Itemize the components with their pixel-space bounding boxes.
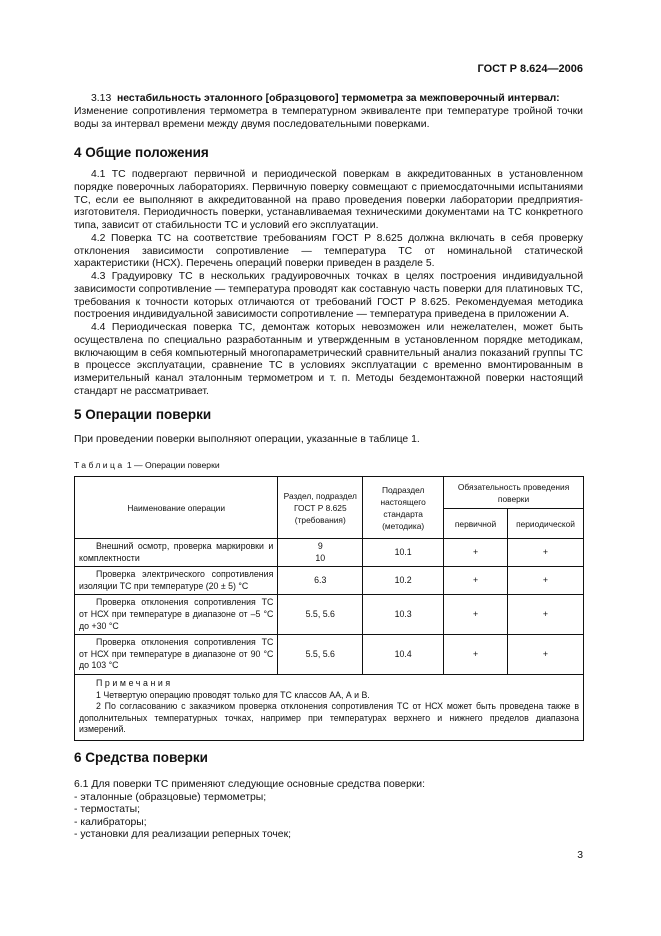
section-5-intro: При проведении поверки выполняют операции, указанные в таблице 1. <box>74 434 420 445</box>
list-item: - эталонные (образцовые) термометры; <box>74 791 267 803</box>
section-4-heading: 4 Общие положения <box>74 145 209 160</box>
table-caption-title: 1 — Операции поверки <box>124 460 220 470</box>
table-caption-label: Таблица <box>74 460 125 470</box>
definition-3-13 <box>74 93 583 131</box>
page-number: 3 <box>577 850 583 861</box>
header-mandatory: Обязательность проведения поверки <box>444 477 584 509</box>
table-notes-row <box>75 674 584 740</box>
list-item: - термостаты; <box>74 804 140 816</box>
cell-periodic: + <box>508 595 584 635</box>
section-6-heading: 6 Средства поверки <box>74 750 208 765</box>
cell-gost: 6.3 <box>278 567 363 595</box>
header-gost-section: Раздел, подраздел ГОСТ Р 8.625 (требования) <box>278 477 363 539</box>
cell-primary: + <box>444 635 508 675</box>
note-1: 1 Четвертую операцию проводят только для ТС классов АА, А и В. <box>96 689 370 700</box>
list-item: - установки для реализации реперных точек; <box>74 829 291 841</box>
table-row <box>75 567 584 595</box>
cell-operation: Внешний осмотр, проверка маркировки и комплектности <box>75 539 278 567</box>
paragraph-4-4: 4.4 Периодическая поверка ТС, демонтаж которых невозможен или нежелателен, может быть осуществлена по специально разработанным и утвержденным в установленном порядке методикам, включающим в себя компьютерный многопараметрический сравнительный анализ показаний группы ТС в процессе эксплуатации, сравнение ТС в условиях эксплуатации с временно вмонтированным в измерительный канал эталонным термометром и т. п. Методы бездемонтажной поверки настоящий стандарт не рассматривает. <box>74 322 583 397</box>
cell-primary: + <box>444 595 508 635</box>
cell-gost: 9 10 <box>278 539 363 567</box>
cell-periodic: + <box>508 567 584 595</box>
cell-periodic: + <box>508 635 584 675</box>
cell-operation: Проверка отклонения сопротивления ТС от НСХ при температуре в диапазоне от 90 °С до 103 °С <box>75 635 278 675</box>
cell-primary: + <box>444 539 508 567</box>
paragraph-4-2: 4.2 Поверка ТС на соответствие требованиям ГОСТ Р 8.625 должна включать в себя проверку отклонения зависимости сопротивление — температура ТС от номинальной статической характеристики (НСХ). Перечень операций поверки приведен в разделе 5. <box>74 232 583 270</box>
document-id: ГОСТ Р 8.624—2006 <box>477 63 583 75</box>
list-item: - калибраторы; <box>74 816 147 828</box>
cell-operation: Проверка электрического сопротивления изоляции ТС при температуре (20 ± 5) °С <box>75 567 278 595</box>
cell-method: 10.3 <box>363 595 444 635</box>
header-primary: первичной <box>444 509 508 539</box>
cell-gost: 5.5, 5.6 <box>278 595 363 635</box>
table-row <box>75 595 584 635</box>
header-periodic: периодической <box>508 509 584 539</box>
section-6-body <box>74 779 425 842</box>
operations-table <box>74 476 584 741</box>
note-2: 2 По согласованию с заказчиком проверка отклонения сопротивления ТС от НСХ может быть проведена также в дополнительных температурных точках, например при температурах верхнего и нижнего пределов диапазона измерений. <box>79 701 579 735</box>
paragraph-4-1: 4.1 ТС подвергают первичной и периодической поверкам в аккредитованных в установленном порядке поверочных лабораториях. Первичную поверку совмещают с приемосдаточными испытаниями ТС, если ее выполняют в аккредитованной на право проведения поверки лаборатории предприятия-изготовителя. Периодичность поверки, устанавливаемая техническими документами на ТС конкретного типа, зависит от стабильности ТС и условий его эксплуатации. <box>74 169 583 231</box>
table-caption <box>74 460 220 470</box>
section-5-heading: 5 Операции поверки <box>74 407 212 422</box>
cell-method: 10.4 <box>363 635 444 675</box>
definition-number: 3.13 <box>91 93 112 104</box>
header-operation-name: Наименование операции <box>75 477 278 539</box>
cell-gost: 5.5, 5.6 <box>278 635 363 675</box>
cell-method: 10.1 <box>363 539 444 567</box>
definition-text: Изменение сопротивления термометра в температурном эквиваленте при температуре тройной точки воды за интервал времени между двумя последовательными поверками. <box>74 105 583 130</box>
table-notes <box>75 674 584 740</box>
notes-title: Примечания <box>96 677 173 688</box>
table-row <box>75 539 584 567</box>
header-method-section: Подраздел настоящего стандарта (методика) <box>363 477 444 539</box>
definition-term: нестабильность эталонного [образцового] термометра за межповерочный интервал: <box>117 93 560 104</box>
table-row <box>75 635 584 675</box>
cell-method: 10.2 <box>363 567 444 595</box>
cell-operation: Проверка отклонения сопротивления ТС от НСХ при температуре в диапазоне от –5 °С до +30 °С <box>75 595 278 635</box>
section-4-body <box>74 169 583 399</box>
cell-periodic: + <box>508 539 584 567</box>
cell-primary: + <box>444 567 508 595</box>
paragraph-4-3: 4.3 Градуировку ТС в нескольких градуировочных точках в целях построения индивидуальной зависимости сопротивление — температура проводят как составную часть поверки для платиновых ТС, требования к точности которых отличаются от требований ГОСТ Р 8.625. Рекомендуемая методика построения индивидуальной зависимости сопротивление — температура приведена в приложении А. <box>74 271 583 321</box>
paragraph-6-1: 6.1 Для поверки ТС применяют следующие основные средства поверки: <box>74 779 425 790</box>
